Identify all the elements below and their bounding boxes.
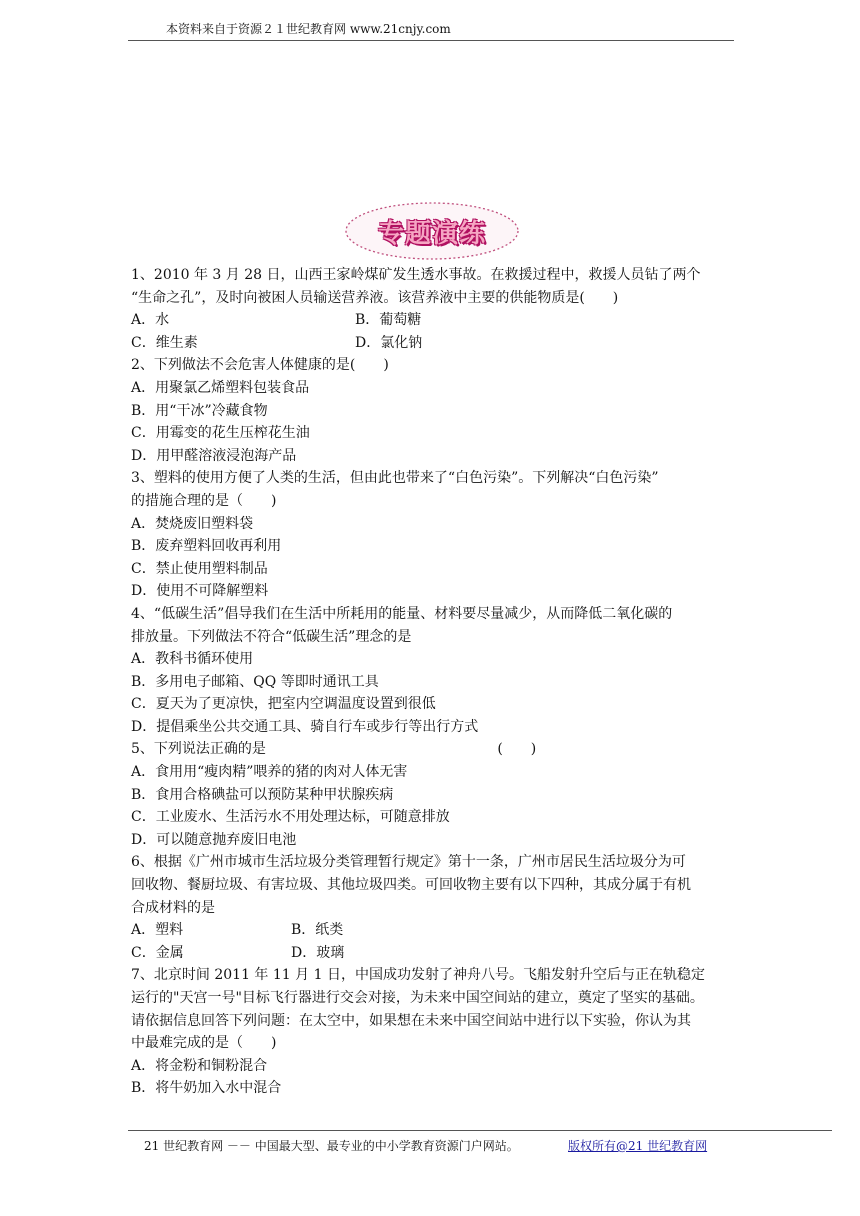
answer-option: C．工业废水、生活污水不用处理达标，可随意排放	[131, 809, 450, 826]
question-list	[131, 264, 731, 1100]
option-row	[131, 377, 731, 400]
header-text: 本资料来自于资源２１世纪教育网 www.21cnjy.com	[166, 22, 451, 36]
answer-option: A．将金粉和铜粉混合	[131, 1057, 268, 1074]
question-stem-line: 7、北京时间 2011 年 11 月 1 日，中国成功发射了神舟八号。飞船发射升空后与正在轨稳定	[131, 967, 705, 984]
answer-option: D．使用不可降解塑料	[131, 583, 269, 600]
question-5	[131, 738, 731, 851]
question-1	[131, 264, 731, 354]
answer-option: C．禁止使用塑料制品	[131, 560, 268, 577]
question-stem-line: 4、“低碳生活”倡导我们在生活中所耗用的能量、材料要尽量减少，从而降低二氧化碳的	[131, 605, 673, 622]
question-stem-line: 回收物、餐厨垃圾、有害垃圾、其他垃圾四类。可回收物主要有以下四种，其成分属于有机	[131, 877, 691, 894]
option-row	[131, 784, 731, 807]
answer-option: A．教科书循环使用	[131, 651, 254, 668]
question-2	[131, 354, 731, 467]
answer-option: B．用“干冰”冷藏食物	[131, 402, 268, 419]
answer-option: B．葡萄糖	[355, 312, 422, 329]
question-stem-line: 的措施合理的是（ )	[131, 492, 277, 509]
option-row	[131, 535, 731, 558]
answer-option: D．用甲醛溶液浸泡海产品	[131, 447, 297, 464]
answer-option: A．用聚氯乙烯塑料包装食品	[131, 379, 310, 396]
answer-option: A．塑料	[131, 922, 184, 939]
answer-option: C．金属	[131, 944, 184, 961]
answer-option: B．废弃塑料回收再利用	[131, 538, 282, 555]
answer-option: D．可以随意抛弃废旧电池	[131, 831, 297, 848]
page-footer	[128, 1130, 832, 1157]
answer-option: D．玻璃	[291, 944, 345, 961]
option-row	[131, 309, 731, 332]
option-row	[131, 806, 731, 829]
option-row	[131, 513, 731, 536]
question-stem-line: 2、下列做法不会危害人体健康的是( )	[131, 357, 389, 374]
question-stem-line: 3、塑料的使用方便了人类的生活，但由此也带来了“白色污染”。下列解决“白色污染”	[131, 470, 659, 487]
answer-option: B．将牛奶加入水中混合	[131, 1080, 282, 1097]
question-stem-line: 5、下列说法正确的是 ( )	[131, 741, 537, 758]
question-7	[131, 964, 731, 1100]
page-header	[128, 18, 734, 41]
option-row	[131, 942, 731, 965]
answer-option: A．焚烧废旧塑料袋	[131, 515, 254, 532]
option-row	[131, 716, 731, 739]
option-row	[131, 648, 731, 671]
answer-option: C．用霉变的花生压榨花生油	[131, 425, 310, 442]
question-stem-line: 6、根据《广州市城市生活垃圾分类管理暂行规定》第十一条，广州市居民生活垃圾分为可	[131, 854, 686, 871]
answer-option: B．纸类	[291, 922, 344, 939]
question-stem-line: 1、2010 年 3 月 28 日，山西王家岭煤矿发生透水事故。在救援过程中，救援人员钻了两个	[131, 267, 701, 283]
answer-option: A．水	[131, 312, 170, 329]
question-stem-line: 请依据信息回答下列问题：在太空中，如果想在未来中国空间站中进行以下实验，你认为其	[131, 1012, 691, 1029]
section-badge	[343, 200, 521, 262]
option-row	[131, 829, 731, 852]
answer-option: A．食用用“瘦肉精”喂养的猪的肉对人体无害	[131, 764, 408, 781]
option-row	[131, 671, 731, 694]
footer-site-text: 21 世纪教育网 －－ 中国最大型、最专业的中小学教育资源门户网站。	[144, 1139, 519, 1153]
answer-option: C．夏天为了更凉快，把室内空调温度设置到很低	[131, 696, 436, 713]
option-row	[131, 580, 731, 603]
option-row	[131, 400, 731, 423]
option-row	[131, 422, 731, 445]
answer-option: B．多用电子邮箱、QQ 等即时通讯工具	[131, 673, 379, 690]
question-stem-line: “生命之孔”，及时向被困人员输送营养液。该营养液中主要的供能物质是( )	[131, 289, 619, 306]
option-row	[131, 693, 731, 716]
question-stem-line: 合成材料的是	[131, 899, 215, 916]
question-stem-line: 运行的"天宫一号"目标飞行器进行交会对接，为未来中国空间站的建立，奠定了坚实的基础。	[131, 990, 704, 1006]
answer-option: D．氯化钠	[355, 334, 423, 351]
option-row	[131, 445, 731, 468]
answer-option: C．维生素	[131, 334, 198, 351]
option-row	[131, 1055, 731, 1078]
option-row	[131, 1077, 731, 1100]
answer-option: B．食用合格碘盐可以预防某种甲状腺疾病	[131, 786, 394, 803]
option-row	[131, 558, 731, 581]
footer-copyright-link[interactable]: 版权所有@21 世纪教育网	[568, 1139, 708, 1153]
option-row	[131, 761, 731, 784]
answer-option: D．提倡乘坐公共交通工具、骑自行车或步行等出行方式	[131, 718, 479, 735]
question-3	[131, 467, 731, 603]
option-row	[131, 919, 731, 942]
question-6	[131, 851, 731, 964]
question-4	[131, 603, 731, 739]
question-stem-line: 中最难完成的是（ )	[131, 1035, 277, 1052]
badge-title: 专题演练	[377, 218, 486, 249]
option-row	[131, 332, 731, 355]
question-stem-line: 排放量。下列做法不符合“低碳生活”理念的是	[131, 628, 412, 645]
